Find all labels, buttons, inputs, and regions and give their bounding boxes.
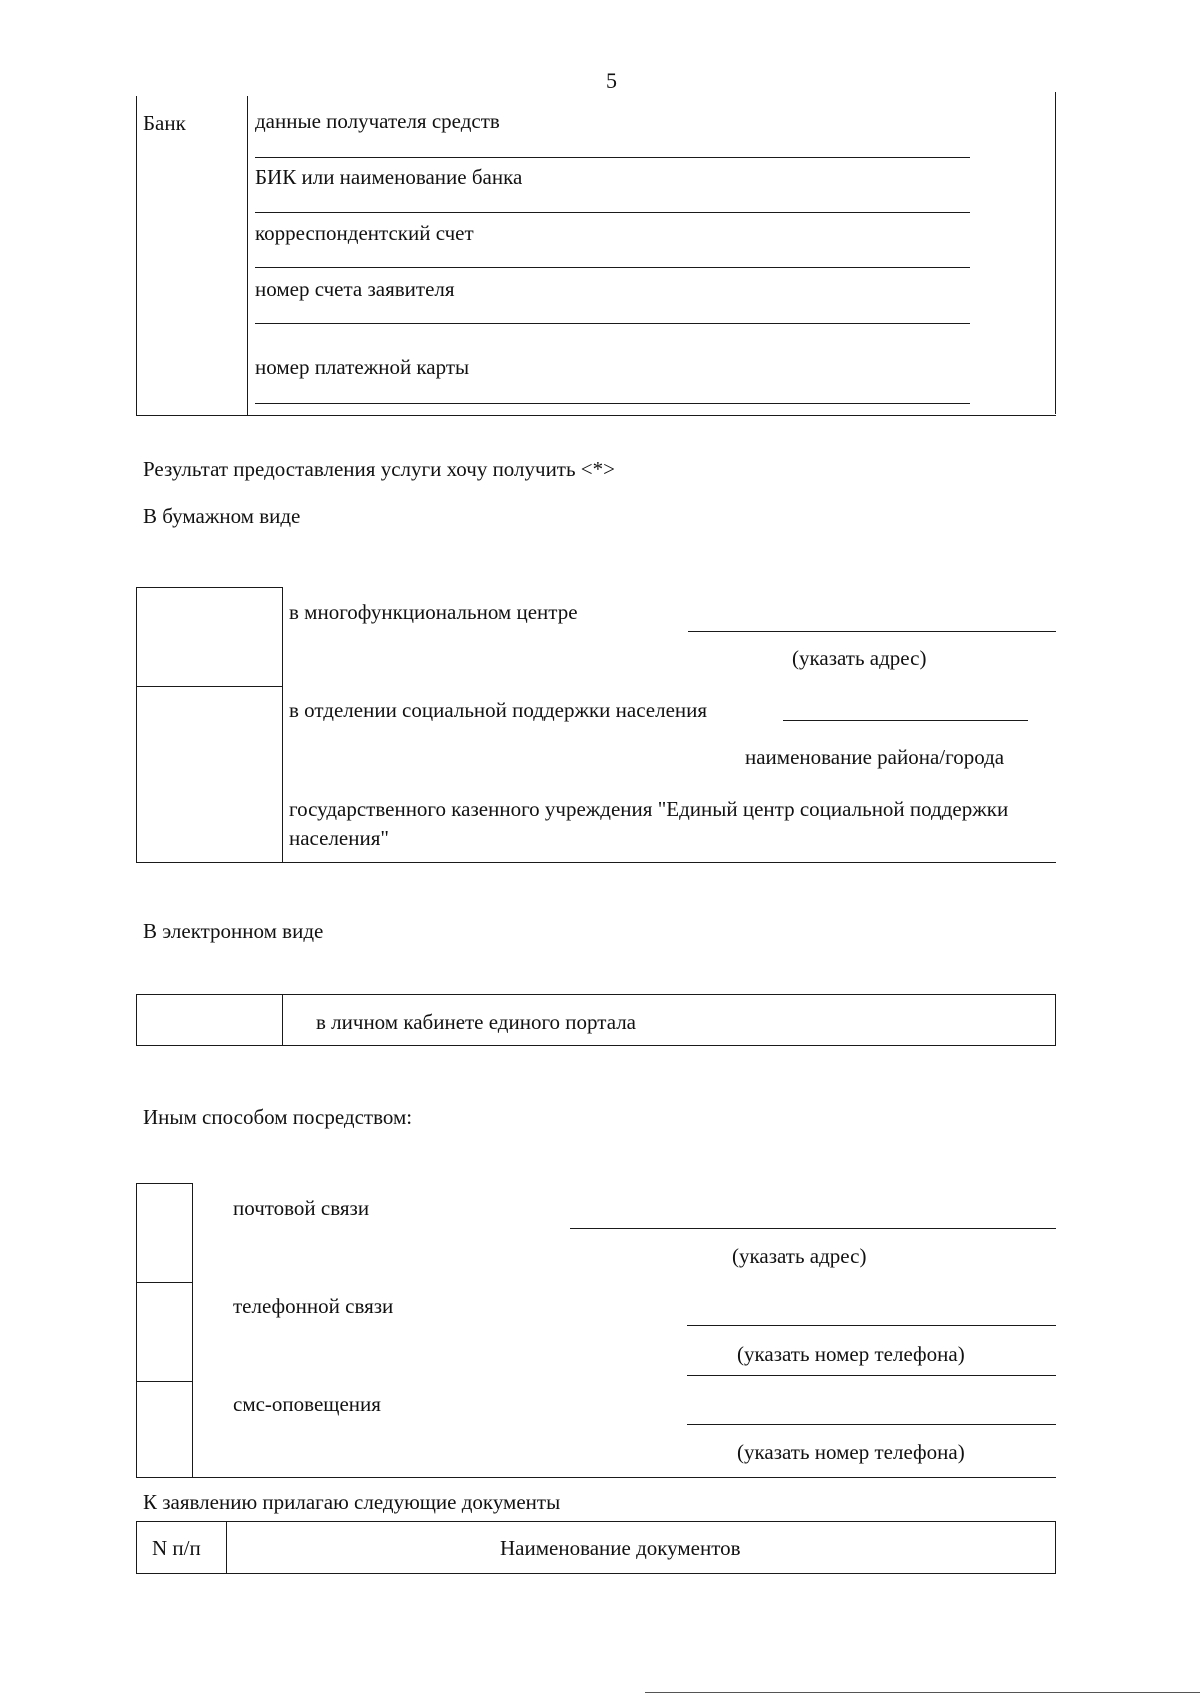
mfc-label: в многофункциональном центре (289, 600, 578, 624)
sms-number-hint: (указать номер телефона) (737, 1440, 965, 1464)
sms-label: смс-оповещения (233, 1392, 381, 1416)
scan-edge-line (645, 1692, 1200, 1693)
account-number-label: номер счета заявителя (255, 277, 455, 301)
osz-label: в отделении социальной поддержки населения (289, 698, 708, 722)
sms-number-line[interactable] (687, 1424, 1056, 1425)
osz-district-hint: наименование района/города (745, 745, 1005, 769)
paper-heading: В бумажном виде (143, 504, 301, 528)
bank-label: Банк (143, 111, 186, 135)
postal-label: почтовой связи (233, 1196, 370, 1220)
account-number-line[interactable] (255, 323, 970, 324)
recipient-data-line[interactable] (255, 157, 970, 158)
other-divider (192, 1183, 193, 1478)
bank-table-divider (247, 96, 248, 416)
bank-table-bottom-border (136, 415, 1056, 416)
sms-checkbox[interactable] (138, 1383, 191, 1476)
phone-number-hint: (указать номер телефона) (737, 1342, 965, 1366)
mfc-address-hint: (указать адрес) (792, 646, 927, 670)
mfc-checkbox[interactable] (138, 589, 281, 685)
phone-hint-underline (687, 1375, 1056, 1376)
portal-label: в личном кабинете единого портала (316, 1010, 637, 1034)
other-row-separator-2 (136, 1381, 193, 1382)
phone-number-line[interactable] (687, 1325, 1056, 1326)
other-bottom-border (136, 1477, 1056, 1478)
bik-label: БИК или наименование банка (255, 165, 523, 189)
portal-checkbox[interactable] (138, 996, 281, 1044)
phone-checkbox[interactable] (138, 1284, 191, 1380)
card-number-line[interactable] (255, 403, 970, 404)
documents-table-divider (226, 1521, 227, 1574)
result-heading: Результат предоставления услуги хочу получить <*> (143, 457, 615, 481)
col-name-header: Наименование документов (500, 1536, 741, 1560)
electronic-heading: В электронном виде (143, 919, 324, 943)
postal-address-line[interactable] (570, 1228, 1056, 1229)
bank-table-right-border (1055, 92, 1056, 414)
other-top-border (136, 1183, 193, 1184)
bank-table-left-border (136, 96, 137, 416)
other-left-border (136, 1183, 137, 1478)
osz-checkbox[interactable] (138, 688, 281, 861)
recipient-data-label: данные получателя средств (255, 109, 500, 133)
osz-org-name: государственного казенного учреждения "Единый центр социальной поддержки населения" (289, 797, 1009, 850)
other-row-separator-1 (136, 1282, 193, 1283)
paper-bottom-border (136, 862, 1056, 863)
documents-heading: К заявлению прилагаю следующие документы (143, 1490, 561, 1514)
paper-top-border (136, 587, 283, 588)
postal-checkbox[interactable] (138, 1185, 191, 1281)
other-heading: Иным способом посредством: (143, 1105, 413, 1129)
card-number-label: номер платежной карты (255, 355, 470, 379)
corr-account-label: корреспондентский счет (255, 221, 474, 245)
page-number: 5 (606, 68, 617, 93)
electronic-divider (282, 994, 283, 1046)
corr-account-line[interactable] (255, 267, 970, 268)
paper-row-separator (136, 686, 283, 687)
bik-line[interactable] (255, 212, 970, 213)
postal-address-hint: (указать адрес) (732, 1244, 867, 1268)
phone-label: телефонной связи (233, 1294, 394, 1318)
paper-left-border (136, 587, 137, 863)
mfc-address-line[interactable] (688, 631, 1056, 632)
paper-divider (282, 587, 283, 863)
osz-district-line[interactable] (783, 720, 1028, 721)
col-number-header: N п/п (152, 1536, 201, 1560)
